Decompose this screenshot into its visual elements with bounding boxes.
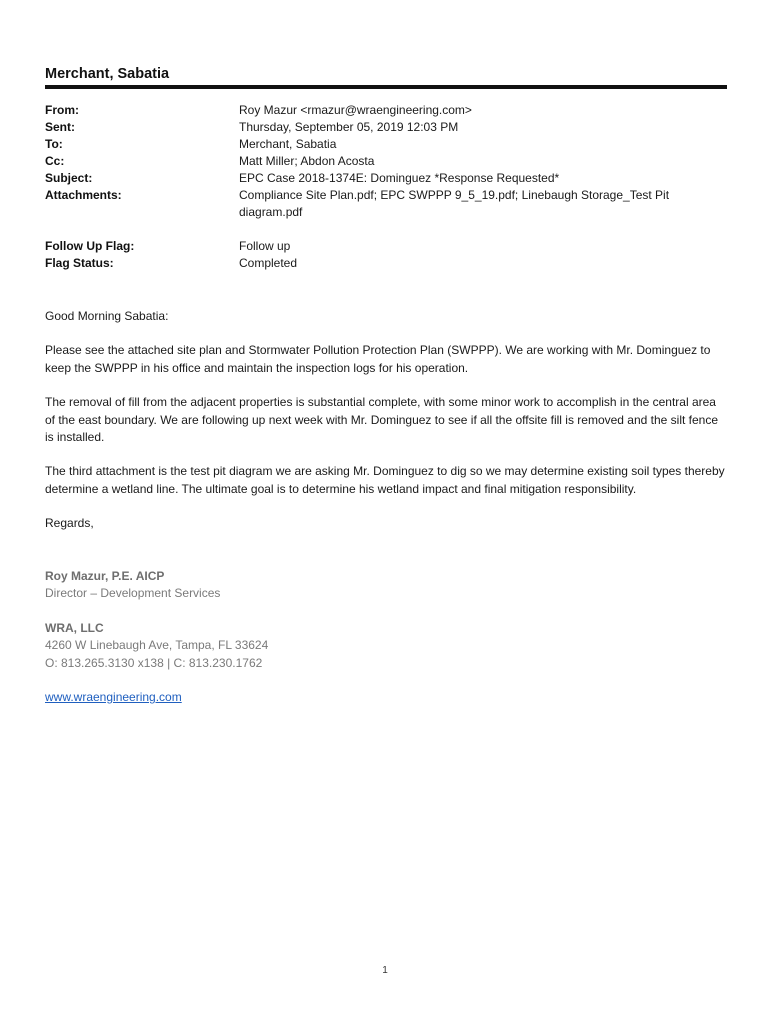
from-value: Roy Mazur <rmazur@wraengineering.com> <box>239 103 472 117</box>
header-row-to <box>45 136 685 153</box>
cc-value: Matt Miller; Abdon Acosta <box>239 154 375 168</box>
page-number: 1 <box>382 965 388 976</box>
signature-role: Director – Development Services <box>45 586 221 601</box>
header-row-flagstatus <box>45 255 685 272</box>
signature-person-block <box>45 568 545 603</box>
title-divider <box>45 85 727 89</box>
header-spacer <box>45 221 685 238</box>
attachments-value: Compliance Site Plan.pdf; EPC SWPPP 9_5_19.pdf; Linebaugh Storage_Test Pit diagram.pdf <box>239 188 670 219</box>
header-row-sent <box>45 119 685 136</box>
body-paragraph-2: The removal of fill from the adjacent properties is substantial complete, with some minor work to accomplish in the central area of the east boundary. We are following up next week with Mr. Dominguez to see if all the offsite fill is removed and the silt fence is installed. <box>45 395 719 445</box>
cc-label: Cc: <box>45 154 65 168</box>
header-row-followup <box>45 238 685 255</box>
header-row-from <box>45 102 685 119</box>
email-body <box>45 308 725 550</box>
flag-status-value: Completed <box>239 256 298 270</box>
header-row-cc <box>45 153 685 170</box>
signature-company: WRA, LLC <box>45 620 104 635</box>
from-label: From: <box>45 103 79 117</box>
to-value: Merchant, Sabatia <box>239 137 337 151</box>
header-row-attachments <box>45 187 685 221</box>
mailbox-owner-title: Merchant, Sabatia <box>45 66 170 82</box>
signature-company-block <box>45 620 545 672</box>
body-paragraph-3: The third attachment is the test pit diagram we are asking Mr. Dominguez to dig so we may determine existing soil types thereby determine a wetland line. The ultimate goal is to determine his wetland impact and final mitigation responsibility. <box>45 464 725 496</box>
signature-name: Roy Mazur, P.E. AICP <box>45 569 165 583</box>
email-signature <box>45 568 545 706</box>
followup-flag-value: Follow up <box>239 239 291 253</box>
flag-status-label: Flag Status: <box>45 256 114 270</box>
website-link[interactable]: www.wraengineering.com <box>45 690 182 705</box>
subject-value: EPC Case 2018-1374E: Dominguez *Response Requested* <box>239 171 560 185</box>
email-header-block <box>45 102 685 272</box>
body-paragraph-1: Please see the attached site plan and Stormwater Pollution Protection Plan (SWPPP). We are working with Mr. Dominguez to keep the SWPPP in his office and maintain the inspection logs for his operation. <box>45 343 711 375</box>
signature-website-block <box>45 689 545 706</box>
sent-value: Thursday, September 05, 2019 12:03 PM <box>239 120 459 134</box>
header-row-subject <box>45 170 685 187</box>
attachments-label: Attachments: <box>45 188 122 202</box>
signature-phones: O: 813.265.3130 x138 | C: 813.230.1762 <box>45 655 263 670</box>
signature-address: 4260 W Linebaugh Ave, Tampa, FL 33624 <box>45 638 269 653</box>
to-label: To: <box>45 137 63 151</box>
sent-label: Sent: <box>45 120 75 134</box>
closing: Regards, <box>45 516 94 531</box>
greeting: Good Morning Sabatia: <box>45 309 169 323</box>
followup-flag-label: Follow Up Flag: <box>45 239 135 253</box>
subject-label: Subject: <box>45 171 93 185</box>
